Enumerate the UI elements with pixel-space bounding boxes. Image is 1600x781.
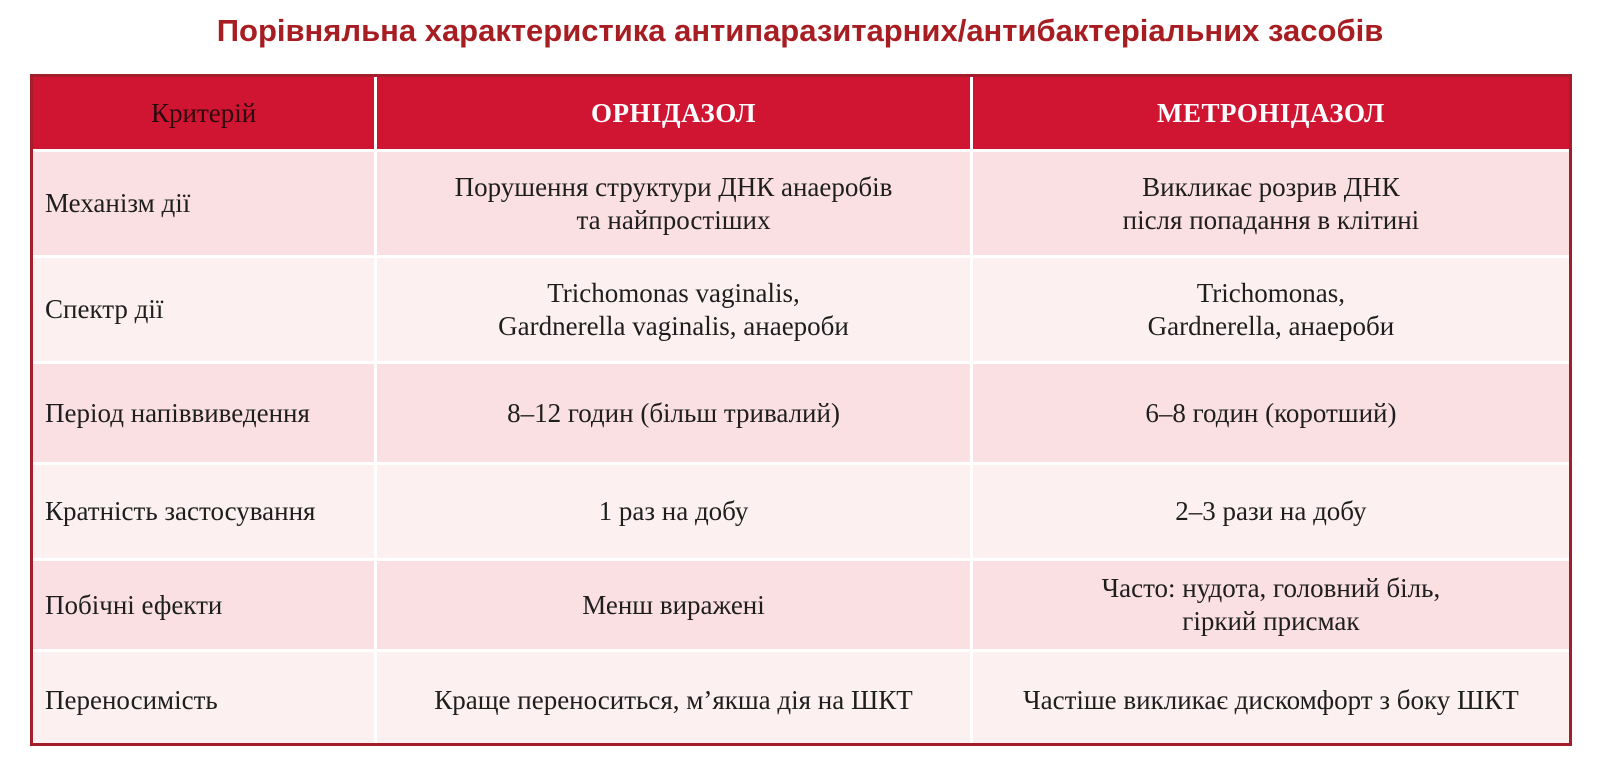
comparison-table-grid [33,77,1569,746]
table-row-half-life [33,363,1569,464]
table-row-tolerability [33,651,1569,747]
ornidazole-cell: 1 раз на добу [376,464,972,560]
comparison-table [30,74,1572,746]
criterion-cell: Механізм дії [33,151,376,257]
criterion-cell: Переносимість [33,651,376,747]
table-row-mechanism [33,151,1569,257]
table-header-row [33,77,1569,151]
header-ornidazole: ОРНІДАЗОЛ [376,77,972,151]
criterion-cell: Побічні ефекти [33,560,376,651]
ornidazole-cell: Менш виражені [376,560,972,651]
metronidazole-cell: Trichomonas, Gardnerella, анаероби [971,257,1569,363]
page-title: Порівняльна характеристика антипаразитарних/антибактеріальних засобів [216,13,1384,48]
metronidazole-cell: 6–8 годин (коротший) [971,363,1569,464]
metronidazole-cell: 2–3 рази на добу [971,464,1569,560]
metronidazole-cell: Викликає розрив ДНК після попадання в клітині [971,151,1569,257]
table-row-frequency [33,464,1569,560]
metronidazole-cell: Частіше викликає дискомфорт з боку ШКТ [971,651,1569,747]
header-metronidazole: МЕТРОНІДАЗОЛ [971,77,1569,151]
table-row-spectrum [33,257,1569,363]
criterion-cell: Кратність застосування [33,464,376,560]
metronidazole-cell: Часто: нудота, головний біль, гіркий присмак [971,560,1569,651]
ornidazole-cell: Краще переноситься, м’якша дія на ШКТ [376,651,972,747]
table-row-side-effects [33,560,1569,651]
header-criterion: Критерій [33,77,376,151]
ornidazole-cell: Порушення структури ДНК анаеробів та найпростіших [376,151,972,257]
criterion-cell: Період напіввиведення [33,363,376,464]
ornidazole-cell: Trichomonas vaginalis, Gardnerella vaginalis, анаероби [376,257,972,363]
criterion-cell: Спектр дії [33,257,376,363]
ornidazole-cell: 8–12 годин (більш тривалий) [376,363,972,464]
